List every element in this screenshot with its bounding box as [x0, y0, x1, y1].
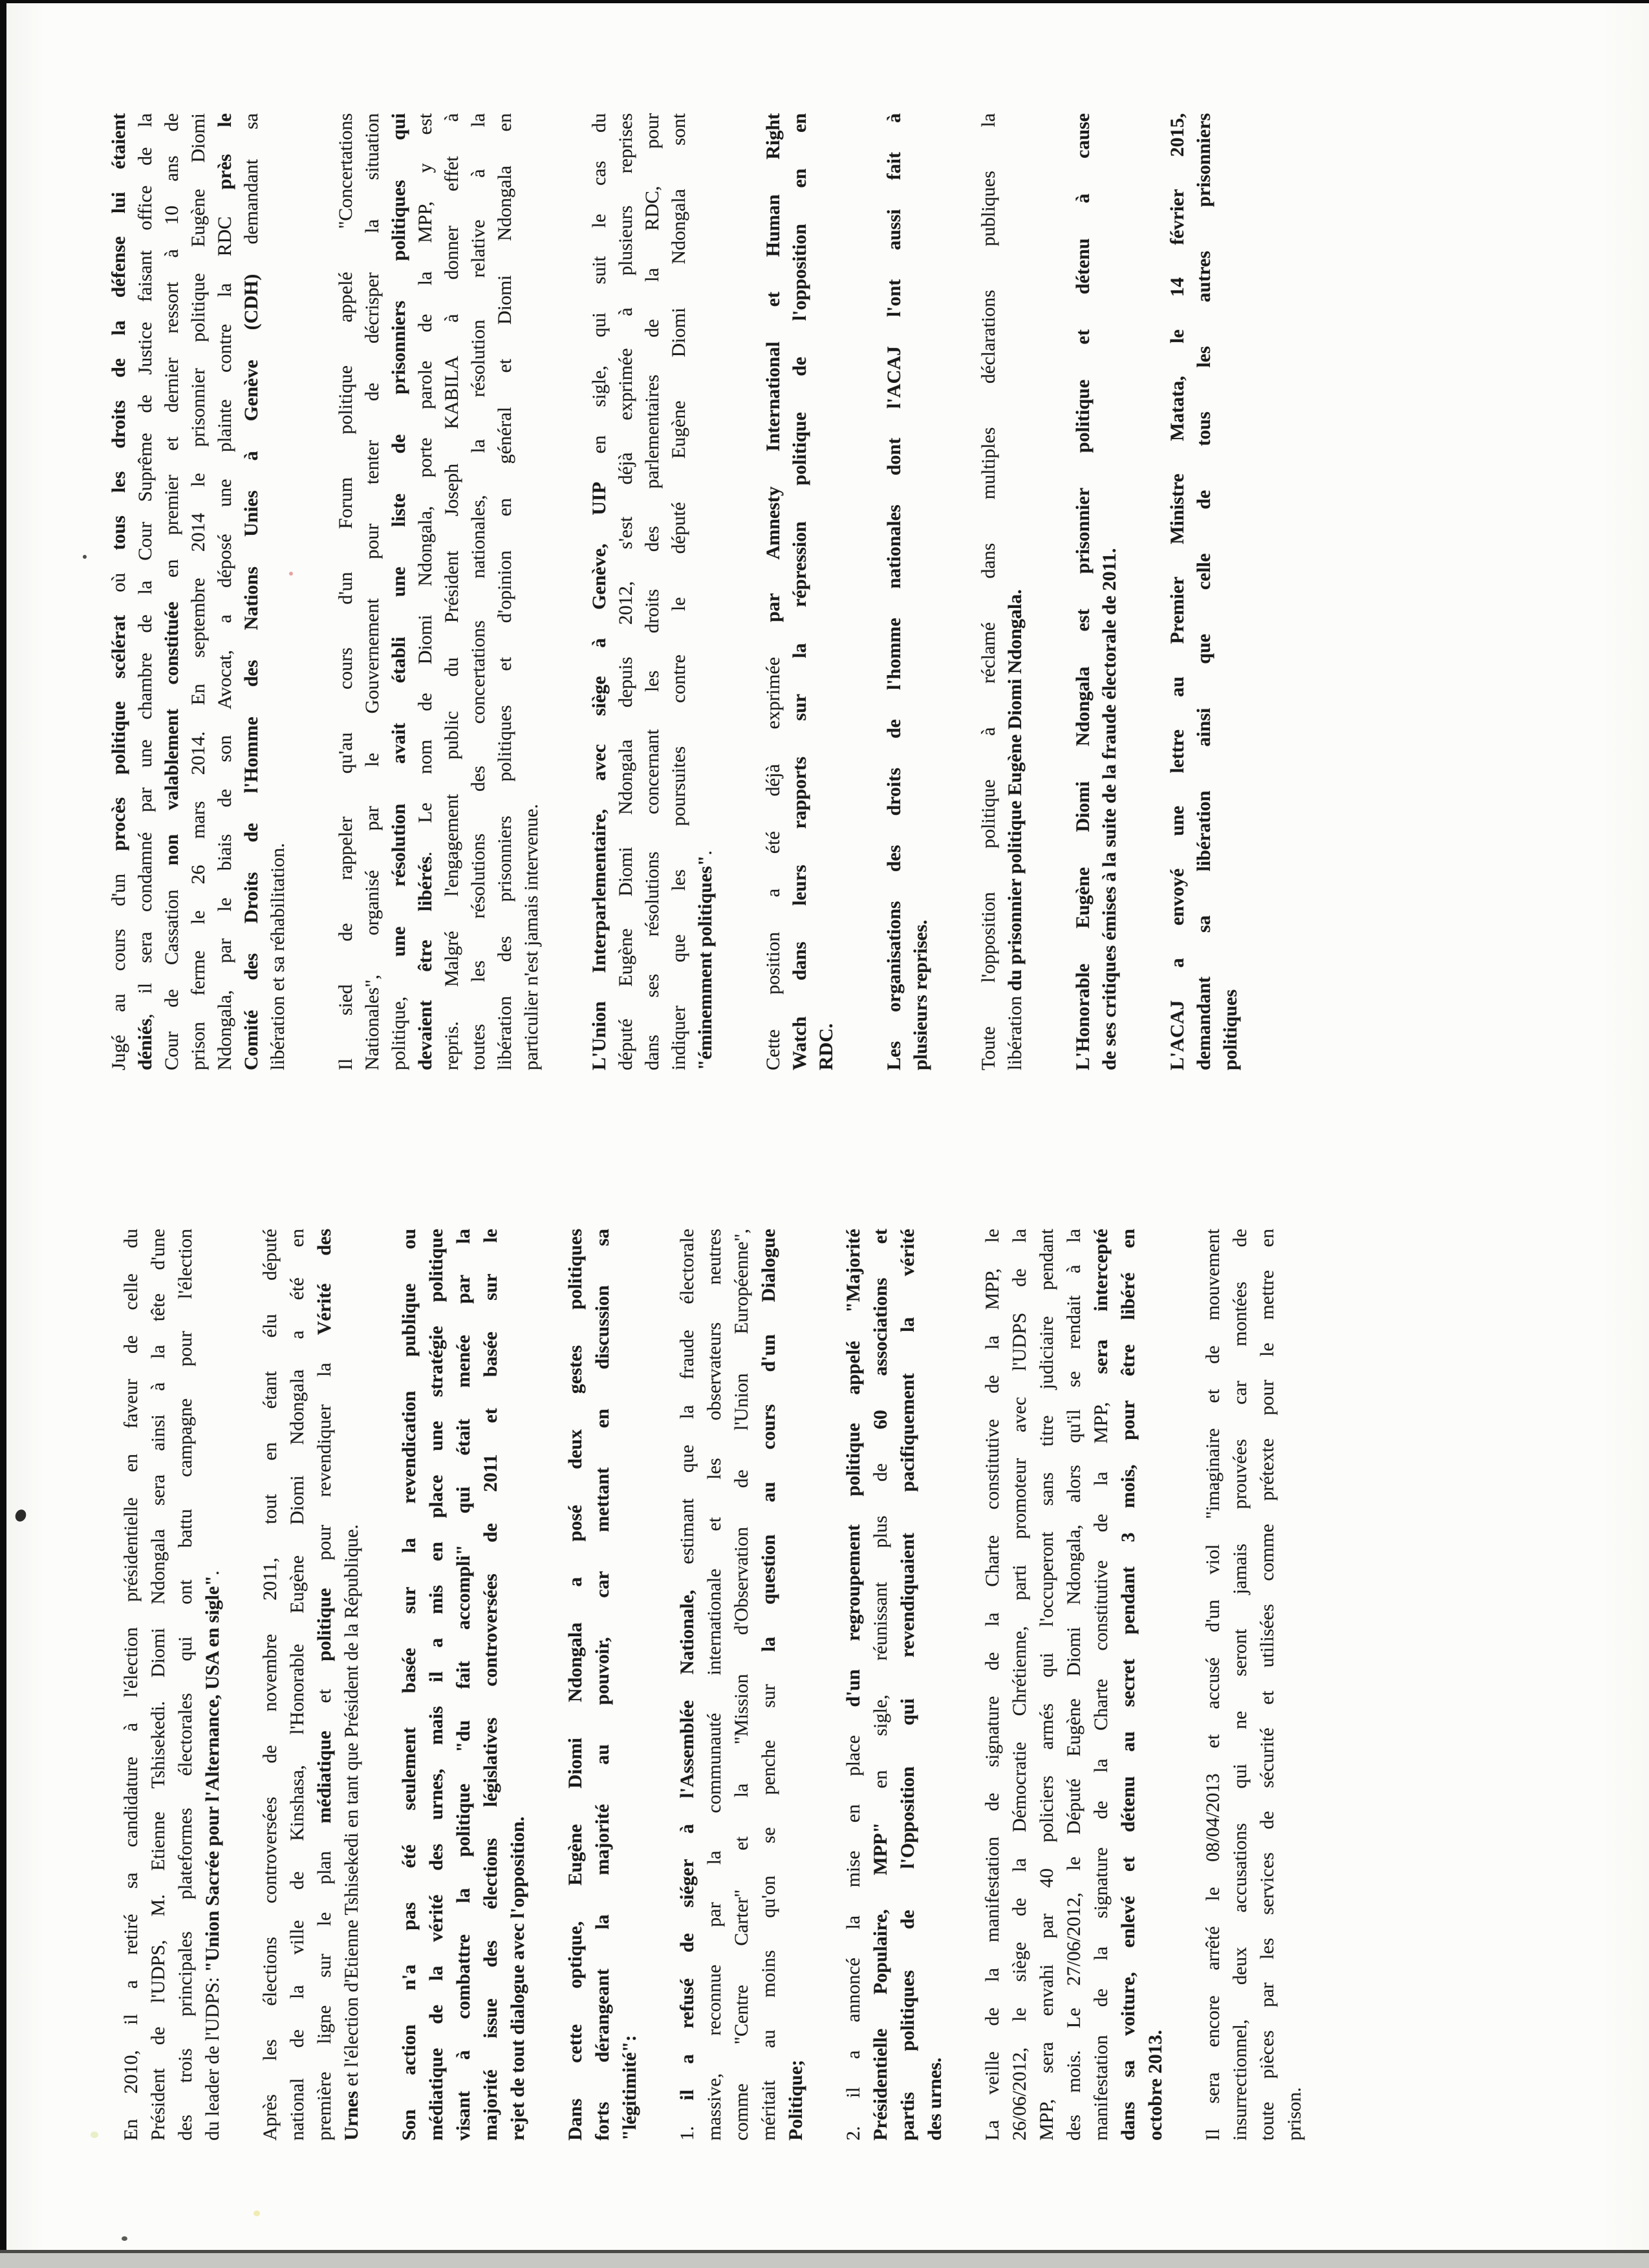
text-line: des urnes. [924, 2057, 945, 2141]
text-line: Présidentielle Populaire, MPP" en sigle, réunissant plus de 60 associations et [870, 1229, 891, 2141]
paragraph [1164, 113, 1244, 1070]
text-line: libération et sa réhabilitation. [267, 843, 288, 1070]
text-line: partis politiques de l'Opposition qui revendiquaient pacifiquement la vérité [897, 1229, 918, 2141]
text-line: Jugé au cours d'un procès politique scélérat où tous les droits de la défense lui étaient [108, 113, 129, 1070]
paragraph [118, 1229, 226, 2141]
text-line: majorité issue des élections législatives controversées de 2011 et basée sur le [480, 1229, 501, 2141]
text-line: L'Honorable Eugène Diomi Ndongala est prisonnier politique et détenu à cause [1072, 113, 1094, 1070]
text-line: Toute l'opposition politique à réclamé dans multiples déclarations publiques la [978, 113, 999, 1070]
text-line: prison. [1284, 2087, 1305, 2141]
scan-noise-speck [289, 572, 293, 576]
text-line: de ses critiques émises à la suite de la fraude électorale de 2011. [1099, 548, 1120, 1070]
text-line: "éminemment politiques". [695, 850, 716, 1070]
text-line: Il sied de rappeler qu'au cours d'un Forum politique appelé "Concertations [335, 113, 356, 1070]
text-line: visant à combattre la politique "du fait accompli" qui était menée par la [453, 1229, 474, 2141]
paragraph [840, 1229, 949, 2141]
text-line: RDC. [815, 1023, 837, 1070]
text-line: octobre 2013. [1145, 2029, 1166, 2141]
scan-edge-left [0, 0, 6, 2268]
column-left [118, 1229, 1308, 2141]
text-line: Son action n'a pas été seulement basée sur la revendication publique ou [398, 1229, 420, 2141]
text-line: Après les élections controversées de novembre 2011, tout en étant élu député [259, 1229, 281, 2141]
text-line: massive, reconnue par la communauté internationale et les observateurs neutres [704, 1229, 725, 2141]
text-line: 26/06/2012, le siège de la Démocratie Chrétienne, parti promoteur avec l'UDPS de la [1009, 1229, 1030, 2141]
text-line: Les organisations des droits de l'homme nationales dont l'ACAJ l'ont aussi fait à [883, 113, 905, 1070]
paragraph [257, 1229, 365, 2141]
text-line: Urnes et l'élection d'Etienne Tshisekedi en tant que Président de la République. [341, 1524, 362, 2141]
text-line: Président de l'UDPS, M. Etienne Tshisekedi. Diomi Ndongala sera ainsi à la tête d'une [147, 1229, 169, 2141]
text-line: dans sa voiture, enlevé et détenu au secret pendant 3 mois, pour être libéré en [1117, 1229, 1139, 2141]
text-line: MPP, sera envahi par 40 policiers armés qui l'occuperont sans titre judiciaire pendant [1036, 1229, 1057, 2141]
text-line: médiatique de la vérité des urnes, mais il a mis en place une stratégie politique [426, 1229, 447, 2141]
text-line: Watch dans leurs rapports sur la répression politique de l'opposition en en [789, 113, 810, 1070]
text-line: prison ferme le 26 mars 2014. En septembre 2014 le prisonnier politique Eugène Diomi [188, 113, 209, 1070]
paragraph [975, 113, 1028, 1070]
paragraph [674, 1229, 810, 2141]
text-line: manifestation de la signature de la Charte constitutive de la MPP, sera intercepté [1090, 1229, 1112, 2141]
text-line: comme "Centre Carter" et la "Mission d'Observation de l'Union Européenne", [731, 1229, 752, 2141]
text-line: En 2010, il a retiré sa candidature à l'élection présidentielle en faveur de celle du [120, 1229, 142, 2141]
paragraph [332, 113, 544, 1070]
text-line: Cour de Cassation non valablement constituée en premier et dernier ressort à 10 ans de [161, 113, 182, 1070]
paragraph [1200, 1229, 1308, 2141]
scan-noise-speck [91, 2132, 98, 2138]
text-line: forts dérangeant la majorité au pouvoir, car mettant en discussion sa [592, 1229, 613, 2141]
paragraph [1070, 113, 1123, 1070]
text-line: déniés, il sera condamné par une chambre de la Cour Suprême de Justice faisant office de la [135, 113, 156, 1070]
text-line: Comité des Droits de l'Homme des Nations Unies à Genève (CDH) demandant sa [241, 113, 262, 1070]
paragraph [979, 1229, 1169, 2141]
text-line: insurrectionnel, deux accusations qui ne seront jamais prouvées car montées de [1229, 1229, 1251, 2141]
text-line: L'ACAJ a envoyé une lettre au Premier Ministre Matata, le 14 février 2015, [1167, 113, 1188, 1070]
text-line: Dans cette optique, Eugène Diomi Ndongala a posé deux gestes politiques [565, 1229, 586, 2141]
ink-speck [83, 555, 87, 559]
text-line: du leader de l'UDPS: "Union Sacrée pour l'Alternance, USA en sigle". [202, 1570, 223, 2141]
text-line: méritait au moins qu'on se penche sur la question au cours d'un Dialogue [758, 1228, 779, 2141]
column-right [105, 113, 1244, 1070]
text-line: politique, une résolution avait établi une liste de prisonniers politiques qui [388, 113, 409, 1070]
paragraph [105, 113, 291, 1070]
text-line: 2. il a annoncé la mise en place d'un regroupement politique appelé "Majorité [843, 1229, 864, 2141]
text-line: des mois. Le 27/06/2012, le Député Eugène Diomi Ndongala, alors qu'il se rendait à la [1063, 1229, 1084, 2141]
text-line: première ligne sur le plan médiatique et politique pour revendiquer la Vérité des [314, 1229, 335, 2141]
text-line: libération des prisonniers politiques et d'opinion en général et Diomi Ndongala en [494, 113, 515, 1070]
scan-noise-speck [253, 2210, 260, 2216]
text-line: particulier n'est jamais intervenue. [521, 804, 542, 1070]
text-line: Nationales", organisé par le Gouvernement pour tenter de décrisper la situation [361, 113, 383, 1070]
paragraph [396, 1229, 532, 2141]
text-line: indiquer que les poursuites contre le député Eugène Diomi Ndongala sont [668, 113, 689, 1070]
text-line: repris. Malgré l'engagement public du Président Joseph KABILA à donner effet à [441, 113, 462, 1070]
text-line: toutes les résolutions des concertations nationales, la résolution relative à la [468, 113, 489, 1070]
text-line: des trois principales plateformes électorales qui ont battu campagne pour l'élection [175, 1229, 196, 2141]
text-line: 1. il a refusé de siéger à l'Assemblée Nationale, estimant que la fraude électorale [676, 1228, 698, 2141]
text-line: Il sera encore arrêté le 08/04/2013 et accusé d'un viol "imaginaire et de mouvement [1202, 1229, 1223, 2141]
text-line: national de la ville de Kinshasa, l'Honorable Eugène Diomi Ndongala a été en [286, 1229, 308, 2141]
paragraph [760, 113, 839, 1070]
scan-edge-bottom [0, 2253, 1649, 2268]
text-line: Politique; [785, 2060, 806, 2141]
text-line: devaient être libérés. Le nom de Diomi Ndongala, porte parole de la MPP, y est [415, 113, 436, 1070]
scan-edge-top [0, 0, 1649, 3]
text-line: rejet de tout dialogue avec l'opposition. [507, 1816, 528, 2141]
text-line: Cette position a été déjà exprimée par Amnesty International et Human Right [762, 113, 784, 1070]
text-line: Ndongala, par le biais de son Avocat, a déposé une plainte contre la RDC près le [214, 113, 235, 1070]
paragraph [586, 113, 718, 1070]
text-line: demandant sa libération ainsi que celle de tous les autres prisonniers [1193, 113, 1214, 1070]
text-line: dans ses résolutions concernant les droits des parlementaires de la RDC, pour [641, 113, 663, 1070]
text-line: politiques [1220, 989, 1241, 1070]
text-line: plusieurs reprises. [910, 920, 931, 1070]
text-line: député Eugène Diomi Ndongala depuis 2012, s'est déjà exprimée à plusieurs reprises [615, 113, 636, 1070]
paragraph [881, 113, 934, 1070]
text-line: libération du prisonnier politique Eugène Diomi Ndongala. [1004, 589, 1026, 1070]
ink-speck [122, 2236, 127, 2241]
text-line: La veille de la manifestation de signature de la Charte constitutive de la MPP, le [982, 1229, 1003, 2141]
text-line: toute pièces par les services de sécurité et utilisées comme prétexte pour le mettre en [1256, 1229, 1278, 2141]
text-line: "légitimité": [619, 2035, 640, 2141]
paragraph [562, 1229, 643, 2141]
text-line: L'Union Interparlementaire, avec siège à Genève, UIP en sigle, qui suit le cas du [588, 113, 610, 1070]
